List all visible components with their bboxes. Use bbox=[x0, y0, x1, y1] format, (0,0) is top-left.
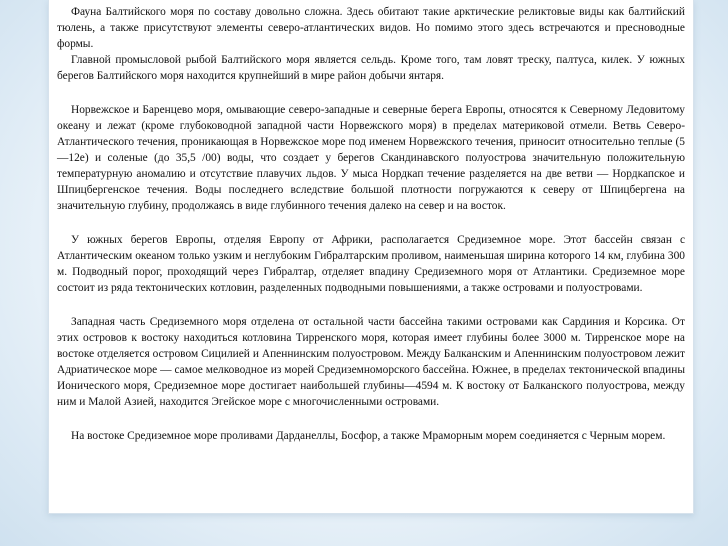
document-page bbox=[48, 0, 694, 514]
paragraph-mediterranean-intro: У южных берегов Европы, отделяя Европу от Африки, располагается Средиземное море. Этот бассейн связан с Атлантическим океаном только узким и неглубоким Гибралтарским проливом, наименьшая ширина которого 14 км, глубина 300 м. Подводный порог, проходящий через Гибралтар, отделяет впадину Средиземного моря от Атлантики. Средиземное море состоит из ряда тектонических котловин, разделенных подводными повышениями, а также островами и полуостровами. bbox=[57, 234, 685, 294]
paragraph-mediterranean-west: Западная часть Средиземного моря отделена от остальной части бассейна такими островами как Сардиния и Корсика. От этих островов к востоку находиться котловина Тирренского моря, которая имеет глубины более 3000 м. Тирренское море на востоке отделяется островом Сицилией и Апеннинским полуостровом. Между Балканским и Апеннинским полуостровом лежит Адриатическое море — самое мелководное из морей Средиземноморского бассейна. Южнее, в пределах тектонической впадины Ионического моря, Средиземное море достигает наибольшей глубины—4594 м. К востоку от Балканского полуострова, между ним и Малой Азией, находится Эгейское море с многочисленными островами. bbox=[57, 316, 685, 408]
paragraph-baltic-fauna: Фауна Балтийского моря по составу довольно сложна. Здесь обитают такие арктические реликтовые виды как балтийский тюлень, а также присутствуют элементы северо-атлантических видов. Но помимо этого здесь встречаются и пресноводные формы. bbox=[57, 6, 685, 50]
paragraph-baltic-fishing: Главной промысловой рыбой Балтийского моря является сельдь. Кроме того, там ловят треску, палтуса, килек. У южных берегов Балтийского моря находится крупнейший в мире район добычи янтаря. bbox=[57, 54, 685, 82]
paragraph-norwegian-barents: Норвежское и Баренцево моря, омывающие северо-западные и северные берега Европы, относятся к Северному Ледовитому океану и лежат (кроме глубоководной западной части Норвежского моря) в пределах материковой отмели. Ветвь Северо-Атлантического течения, проникающая в Норвежское море под именем Норвежского течения, приносит относительно теплые (5—12е) и соленые (до 35,5 /00) воды, что создает у берегов Скандинавского полуострова значительную положительную температурную аномалию и отсутствие плавучих льдов. У мыса Нордкап течение разделяется на две ветви — Нордкапское и Шпицбергенское течения. Воды последнего вследствие большой плотности погружаются к северу от Шпицбергена на значительную глубину, продолжаясь в виде глубинного течения далеко на север и на восток. bbox=[57, 104, 685, 212]
paragraph-mediterranean-east: На востоке Средиземное море проливами Дарданеллы, Босфор, а также Мраморным морем соединяется с Черным морем. bbox=[71, 430, 666, 442]
